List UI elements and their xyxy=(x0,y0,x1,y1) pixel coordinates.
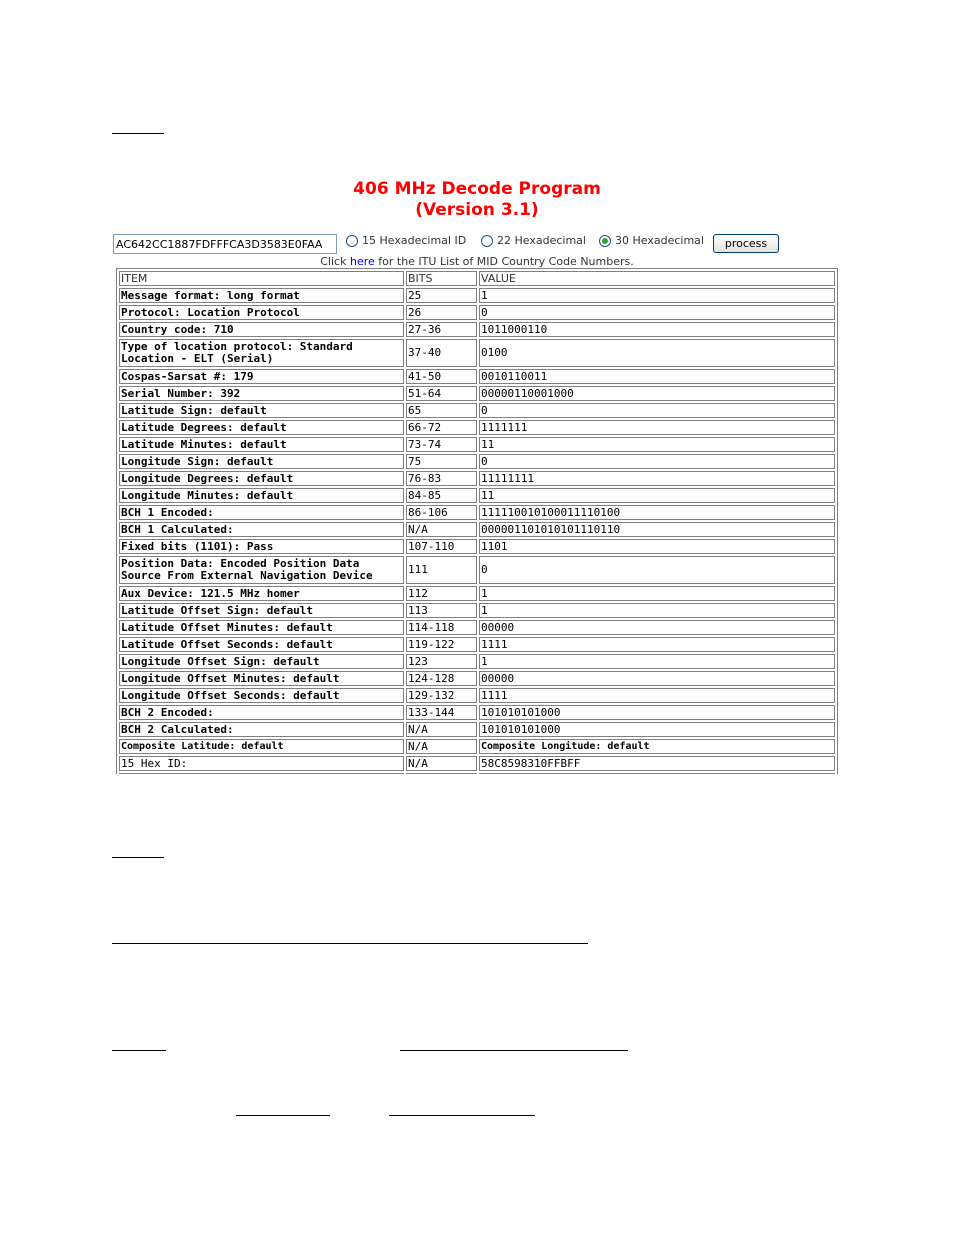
row-item: Serial Number: 392 xyxy=(119,386,404,401)
table-row xyxy=(119,369,835,384)
row-value: 1 xyxy=(479,586,835,601)
row-item: Longitude Degrees: default xyxy=(119,471,404,486)
row-bits: 66-72 xyxy=(406,420,477,435)
row-value: 1 xyxy=(479,288,835,303)
row-value: 58C8598310FFBFF xyxy=(479,756,835,771)
decode-table-container xyxy=(116,268,838,774)
radio-22-dot-icon[interactable] xyxy=(481,235,493,247)
header-value: VALUE xyxy=(479,271,835,286)
underline-rule xyxy=(389,1115,535,1116)
row-value: 1111 xyxy=(479,637,835,652)
table-row xyxy=(119,288,835,303)
row-bits: 26 xyxy=(406,305,477,320)
row-bits: 111 xyxy=(406,556,477,584)
radio-15-hex-id[interactable] xyxy=(346,234,466,247)
row-value: 0 xyxy=(479,403,835,418)
row-bits: 75 xyxy=(406,454,477,469)
row-item: Longitude Sign: default xyxy=(119,454,404,469)
row-value: 11 xyxy=(479,488,835,503)
row-item: Longitude Minutes: default xyxy=(119,488,404,503)
row-item: Country code: 710 xyxy=(119,322,404,337)
row-bits: 129-132 xyxy=(406,688,477,703)
row-bits: 123 xyxy=(406,654,477,669)
row-value: 11111111 xyxy=(479,471,835,486)
underline-rule xyxy=(236,1115,330,1116)
table-row xyxy=(119,586,835,601)
row-item xyxy=(119,773,404,774)
table-row xyxy=(119,773,835,774)
table-row xyxy=(119,539,835,554)
table-row xyxy=(119,522,835,537)
table-row xyxy=(119,437,835,452)
page-title: 406 MHz Decode Program xyxy=(353,179,601,199)
row-item: BCH 2 Encoded: xyxy=(119,705,404,720)
process-button[interactable]: process xyxy=(713,234,779,253)
row-bits: 25 xyxy=(406,288,477,303)
row-value: 1111 xyxy=(479,688,835,703)
row-value: 1111111 xyxy=(479,420,835,435)
row-item: Protocol: Location Protocol xyxy=(119,305,404,320)
row-value: 00000 xyxy=(479,671,835,686)
table-row xyxy=(119,654,835,669)
row-value: 11 xyxy=(479,437,835,452)
row-item: Longitude Offset Minutes: default xyxy=(119,671,404,686)
table-row xyxy=(119,339,835,367)
row-item: Cospas-Sarsat #: 179 xyxy=(119,369,404,384)
row-bits: N/A xyxy=(406,756,477,771)
row-item: BCH 1 Calculated: xyxy=(119,522,404,537)
row-item: BCH 2 Calculated: xyxy=(119,722,404,737)
table-header-row xyxy=(119,271,835,286)
table-row xyxy=(119,505,835,520)
radio-15-label: 15 Hexadecimal ID xyxy=(362,234,467,247)
table-row xyxy=(119,420,835,435)
row-value: 111110010100011110100 xyxy=(479,505,835,520)
table-row xyxy=(119,739,835,754)
row-item: 15 Hex ID: xyxy=(119,756,404,771)
row-item: Type of location protocol: Standard Location - ELT (Serial) xyxy=(119,339,404,367)
row-item: Longitude Offset Sign: default xyxy=(119,654,404,669)
table-row xyxy=(119,756,835,771)
row-bits: 114-118 xyxy=(406,620,477,635)
row-item: Composite Latitude: default xyxy=(119,739,404,754)
row-value: 0010110011 xyxy=(479,369,835,384)
table-row xyxy=(119,488,835,503)
row-value: 101010101000 xyxy=(479,705,835,720)
table-row xyxy=(119,671,835,686)
table-row xyxy=(119,705,835,720)
page-subtitle: (Version 3.1) xyxy=(415,200,539,220)
row-bits: 76-83 xyxy=(406,471,477,486)
row-value xyxy=(479,773,835,774)
row-item: Latitude Offset Seconds: default xyxy=(119,637,404,652)
row-bits xyxy=(406,773,477,774)
table-row xyxy=(119,688,835,703)
radio-22-hex[interactable] xyxy=(481,234,586,247)
row-item: Position Data: Encoded Position Data Source From External Navigation Device xyxy=(119,556,404,584)
table-row xyxy=(119,403,835,418)
itu-list-link[interactable]: here xyxy=(349,255,375,268)
row-bits: 73-74 xyxy=(406,437,477,452)
row-item: BCH 1 Encoded: xyxy=(119,505,404,520)
radio-22-label: 22 Hexadecimal xyxy=(497,234,586,247)
row-item: Latitude Degrees: default xyxy=(119,420,404,435)
row-bits: N/A xyxy=(406,722,477,737)
table-row xyxy=(119,637,835,652)
row-value: 0 xyxy=(479,454,835,469)
row-bits: 113 xyxy=(406,603,477,618)
table-row xyxy=(119,556,835,584)
row-item: Latitude Sign: default xyxy=(119,403,404,418)
row-value: 1 xyxy=(479,654,835,669)
row-item: Longitude Offset Seconds: default xyxy=(119,688,404,703)
header-bits: BITS xyxy=(406,271,477,286)
row-bits: 27-36 xyxy=(406,322,477,337)
row-bits: 37-40 xyxy=(406,339,477,367)
hex-id-input[interactable] xyxy=(113,234,337,254)
row-bits: 84-85 xyxy=(406,488,477,503)
row-item: Fixed bits (1101): Pass xyxy=(119,539,404,554)
row-value: 101010101000 xyxy=(479,722,835,737)
table-row xyxy=(119,603,835,618)
row-bits: N/A xyxy=(406,522,477,537)
radio-15-dot-icon[interactable] xyxy=(346,235,358,247)
row-bits: 107-110 xyxy=(406,539,477,554)
radio-30-dot-icon[interactable] xyxy=(599,235,611,247)
table-row xyxy=(119,471,835,486)
row-bits: 51-64 xyxy=(406,386,477,401)
underline-rule xyxy=(400,1050,628,1051)
row-value: 0100 xyxy=(479,339,835,367)
row-value: 00000 xyxy=(479,620,835,635)
underline-rule xyxy=(112,1050,166,1051)
table-row xyxy=(119,722,835,737)
radio-30-label: 30 Hexadecimal xyxy=(615,234,704,247)
table-row xyxy=(119,454,835,469)
note-prefix: Click xyxy=(320,255,350,268)
row-value: 1011000110 xyxy=(479,322,835,337)
row-item: Message format: long format xyxy=(119,288,404,303)
row-value: 0 xyxy=(479,305,835,320)
table-row xyxy=(119,305,835,320)
row-bits: N/A xyxy=(406,739,477,754)
radio-30-hex[interactable] xyxy=(599,234,704,247)
row-bits: 86-106 xyxy=(406,505,477,520)
row-value: 00000110001000 xyxy=(479,386,835,401)
row-bits: 124-128 xyxy=(406,671,477,686)
underline-rule xyxy=(112,943,588,944)
underline-rule xyxy=(112,133,164,134)
row-bits: 41-50 xyxy=(406,369,477,384)
row-item: Latitude Offset Sign: default xyxy=(119,603,404,618)
row-item: Aux Device: 121.5 MHz homer xyxy=(119,586,404,601)
table-row xyxy=(119,322,835,337)
header-item: ITEM xyxy=(119,271,404,286)
row-value: 1101 xyxy=(479,539,835,554)
row-bits: 112 xyxy=(406,586,477,601)
table-row xyxy=(119,386,835,401)
row-item: Latitude Offset Minutes: default xyxy=(119,620,404,635)
row-bits: 65 xyxy=(406,403,477,418)
decode-table xyxy=(116,268,838,774)
row-bits: 133-144 xyxy=(406,705,477,720)
note-suffix: for the ITU List of MID Country Code Numbers. xyxy=(374,255,634,268)
row-value: 000001101010101110110 xyxy=(479,522,835,537)
underline-rule xyxy=(112,857,164,858)
table-row xyxy=(119,620,835,635)
row-bits: 119-122 xyxy=(406,637,477,652)
row-value: Composite Longitude: default xyxy=(479,739,835,754)
row-item: Latitude Minutes: default xyxy=(119,437,404,452)
row-value: 0 xyxy=(479,556,835,584)
itu-list-note xyxy=(0,255,954,268)
row-value: 1 xyxy=(479,603,835,618)
